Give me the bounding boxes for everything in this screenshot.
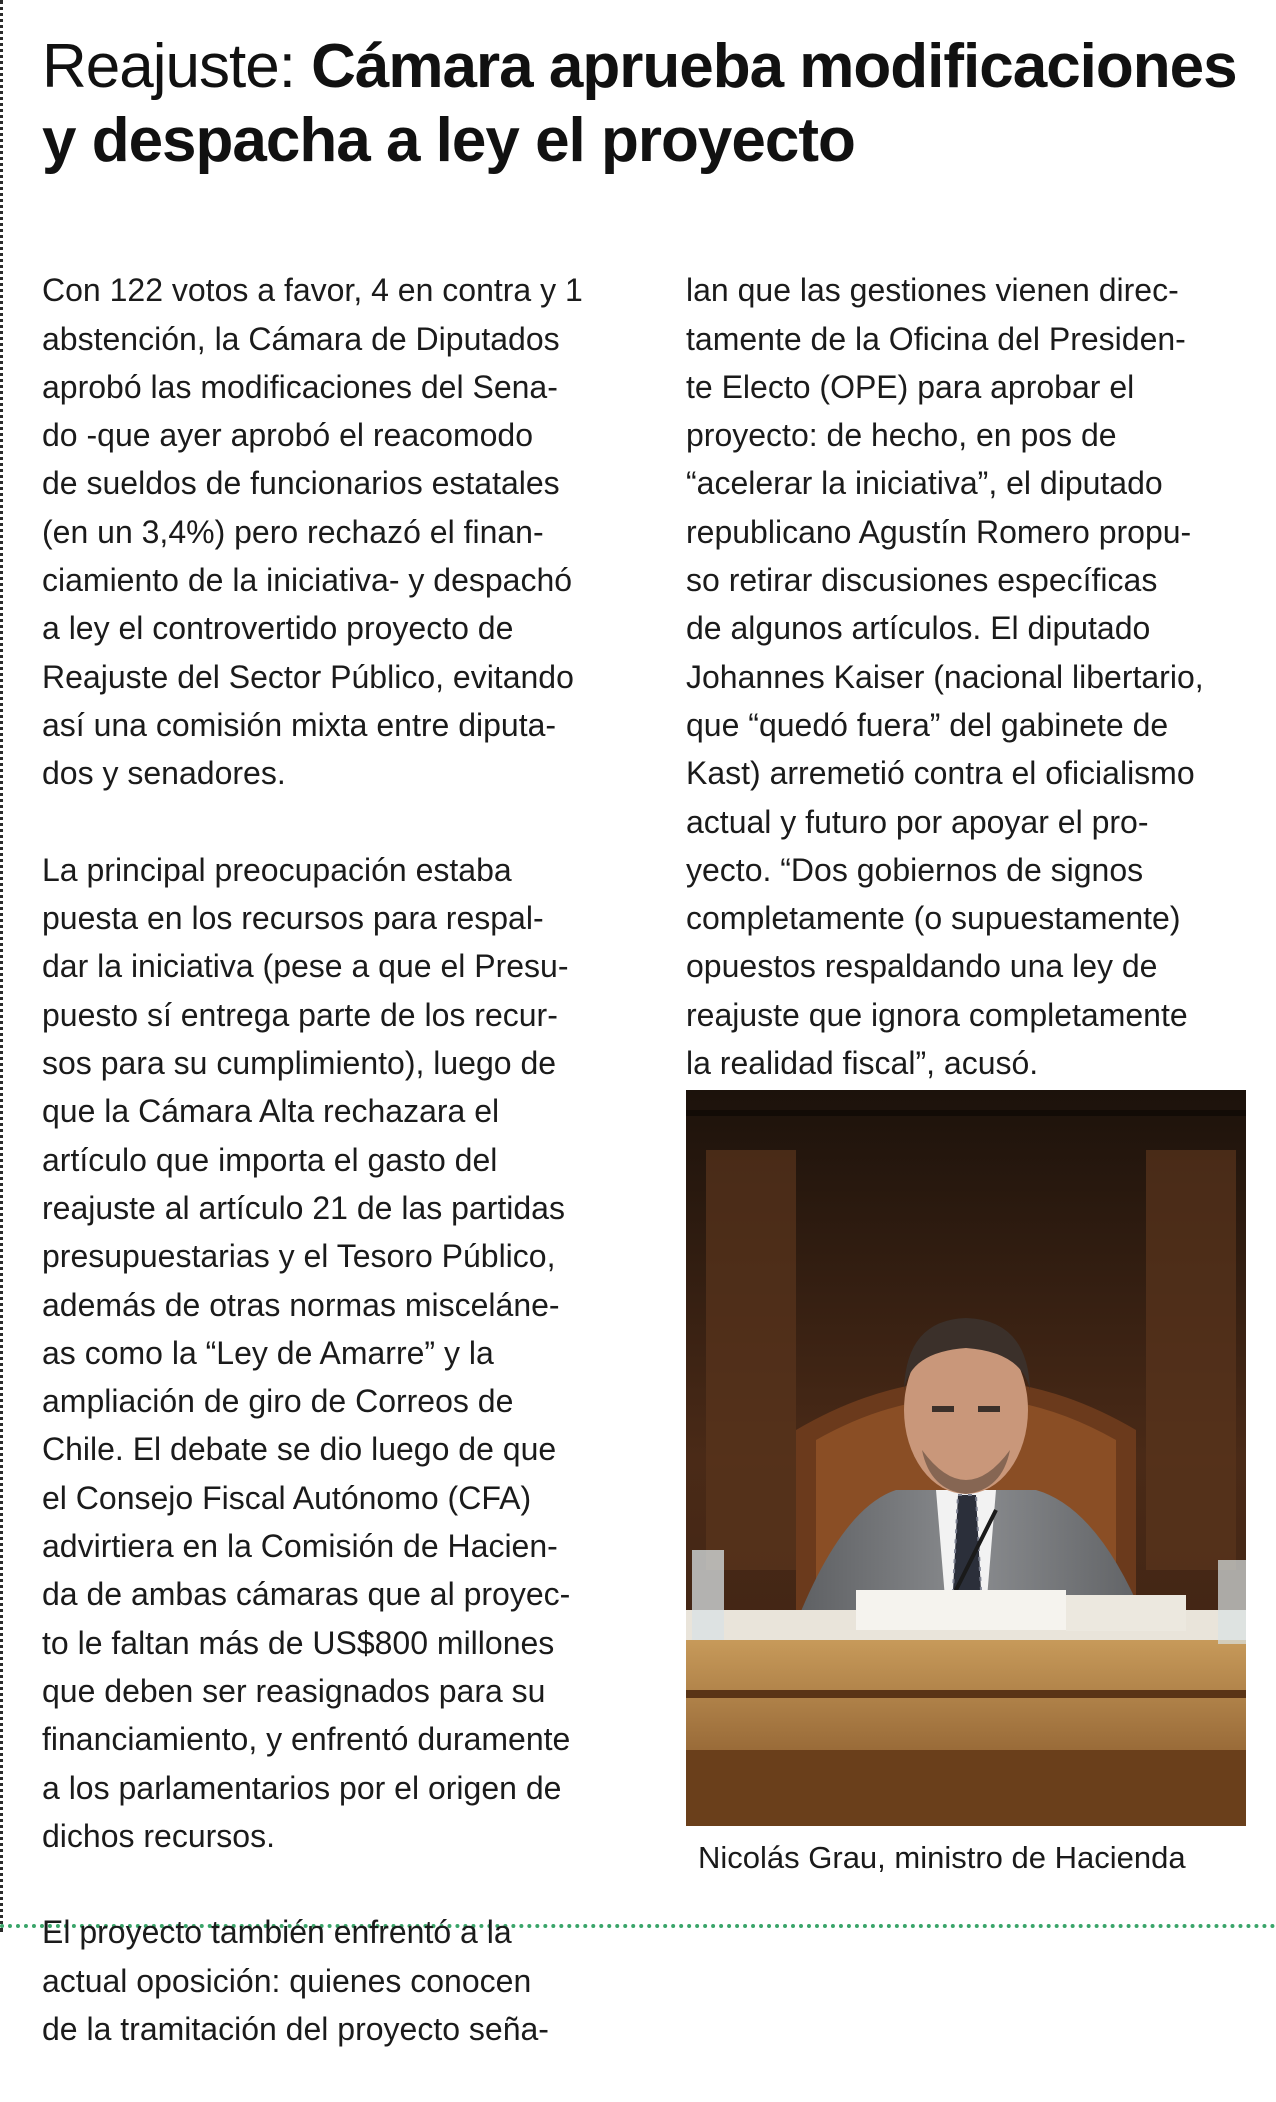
news-photo-illustration	[686, 1090, 1246, 1826]
article-paragraph: Con 122 votos a favor, 4 en contra y 1 abstención, la Cámara de Diputados aprobó las modificaciones del Sena- do -que ayer aprobó el reacomodo de sueldos de funcionarios estatales (en un 3,4%) pero rechazó el finan- ciamiento de la iniciativa- y despachó a ley el controvertido proyecto de Reajuste del Sector Público, evitando así una comisión mixta entre diputa- dos y senadores.	[42, 272, 583, 792]
photo-caption: Nicolás Grau, ministro de Hacienda	[698, 1840, 1186, 1875]
article-paragraph: lan que las gestiones vienen direc- tamente de la Oficina del Presiden- te Electo (OPE) para aprobar el proyecto: de hecho, en pos de “acelerar la iniciativa”, el diputado republicano Agustín Romero propu- so retirar discusiones específicas de algunos artículos. El diputado Johannes Kaiser (nacional libertario, que “quedó fuera” del gabinete de Kast) arremetió contra el oficialismo actual y futuro por apoyar el pro- yecto. “Dos gobiernos de signos completamente (o supuestamente) opuestos respaldando una ley de reajuste que ignora completamente la realidad fiscal”, acusó.	[686, 272, 1204, 1082]
news-photo	[686, 1090, 1246, 1826]
headline-main: Cámara aprueba modificaciones y despacha a ley el proyecto	[42, 32, 1237, 175]
article-column-right	[686, 218, 1266, 1136]
article-paragraph: El proyecto también enfrentó a la actual oposición: quienes conocen de la tramitación del proyecto seña-	[42, 1914, 549, 2047]
article-paragraph: La principal preocupación estaba puesta en los recursos para respal- dar la iniciativa (pese a que el Presu- puesto sí entrega parte de los recur- sos para su cumplimiento), luego de que la Cámara Alta rechazara el artículo que importa el gasto del reajuste al artículo 21 de las partidas presupuestarias y el Tesoro Público, además de otras normas misceláne- as como la “Ley de Amarre” y la ampliación de giro de Correos de Chile. El debate se dio luego de que el Consejo Fiscal Autónomo (CFA) advirtiera en la Comisión de Hacien- da de ambas cámaras que al proyec- to le faltan más de US$800 millones que deben ser reasignados para su financiamiento, y enfrentó duramente a los parlamentarios por el origen de dichos recursos.	[42, 851, 571, 1854]
article-column-left	[42, 218, 682, 2102]
headline	[42, 30, 1242, 178]
headline-kicker: Reajuste:	[42, 32, 312, 101]
page-border-left	[0, 0, 3, 1932]
